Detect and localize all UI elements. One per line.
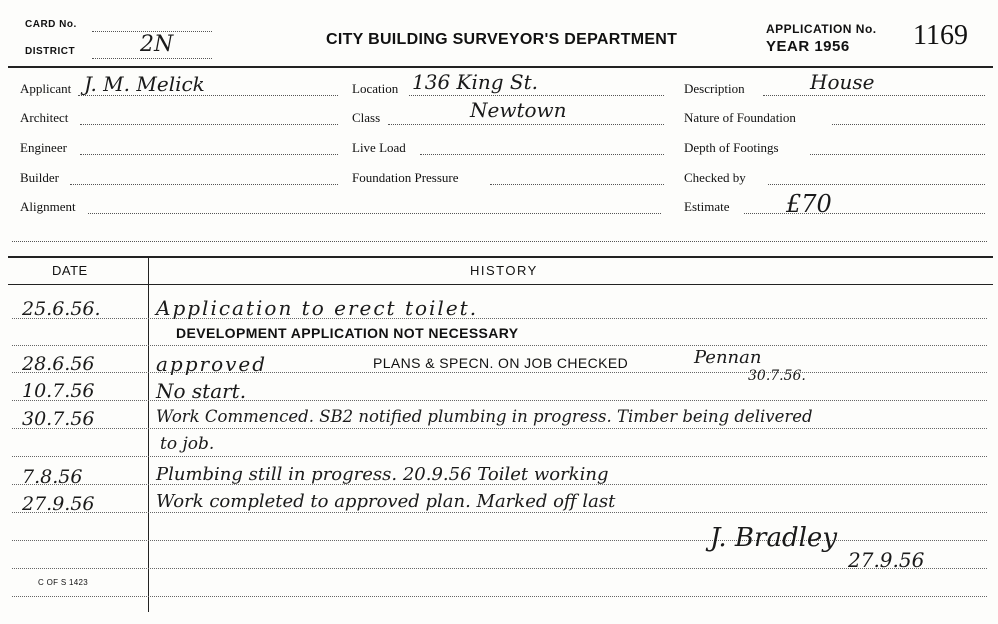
live-load-label: Live Load: [352, 140, 406, 155]
architect-label: Architect: [20, 110, 69, 125]
header-rule: [8, 66, 993, 68]
estimate-line: [744, 213, 985, 214]
history-header: HISTORY: [470, 263, 538, 278]
applicant-value: J. M. Melick: [84, 72, 205, 96]
application-no: 1169: [913, 20, 968, 51]
checked-by-line: [768, 184, 985, 185]
history-entry: No start.: [156, 379, 247, 403]
checker-signature: Pennan: [694, 347, 762, 368]
inspector-signature: J. Bradley: [710, 523, 838, 553]
location-value: 136 King St.: [412, 70, 539, 94]
engineer-line: [80, 154, 338, 155]
history-date: 25.6.56.: [22, 298, 101, 320]
department-title: CITY BUILDING SURVEYOR'S DEPARTMENT: [326, 31, 678, 48]
builder-line: [70, 184, 338, 185]
live-load-line: [420, 154, 664, 155]
history-header-rule: [8, 284, 993, 285]
year-label: YEAR 1956: [766, 38, 850, 55]
location-line: [409, 95, 664, 96]
history-date: 10.7.56: [22, 380, 95, 402]
district-label: DISTRICT: [25, 46, 76, 57]
location-label: Location: [352, 81, 399, 96]
history-entry: Work Commenced. SB2 notified plumbing in progress. Timber being delivered: [156, 407, 813, 426]
history-entry: approved: [156, 352, 268, 376]
applicant-label: Applicant: [20, 81, 72, 96]
history-entry-continued: to job.: [160, 434, 215, 454]
row-line: [12, 540, 987, 541]
foundation-pressure-line: [490, 184, 664, 185]
district-value: 2N: [140, 32, 174, 57]
history-stamp-development: DEVELOPMENT APPLICATION NOT NECESSARY: [176, 325, 519, 341]
engineer-label: Engineer: [20, 140, 67, 155]
class-label: Class: [352, 110, 381, 125]
depth-footings-label: Depth of Footings: [684, 140, 779, 155]
history-date: 27.9.56: [22, 493, 95, 515]
card-no-label: CARD No.: [25, 19, 77, 30]
description-line: [763, 95, 985, 96]
description-label: Description: [684, 81, 745, 96]
application-no-label: APPLICATION No.: [766, 22, 877, 36]
class-line: [388, 124, 664, 125]
foundation-pressure-label: Foundation Pressure: [352, 170, 459, 185]
history-entry: Application to erect toilet.: [156, 296, 479, 320]
history-date: 28.6.56: [22, 353, 95, 375]
history-entry: Plumbing still in progress. 20.9.56 Toilet working: [156, 464, 609, 485]
row-line: [12, 456, 987, 457]
history-entry: Work completed to approved plan. Marked off last: [156, 491, 616, 512]
nature-foundation-label: Nature of Foundation: [684, 110, 796, 125]
date-header: DATE: [52, 263, 88, 278]
estimate-label: Estimate: [684, 199, 730, 214]
estimate-value: £70: [786, 190, 832, 218]
row-line: [12, 428, 987, 429]
form-code: C OF S 1423: [38, 578, 88, 587]
depth-footings-line: [810, 154, 985, 155]
alignment-label: Alignment: [20, 199, 76, 214]
builder-label: Builder: [20, 170, 59, 185]
district-line: [92, 58, 212, 59]
row-line: [12, 596, 987, 597]
inspector-signature-date: 27.9.56: [848, 548, 925, 572]
history-date: 7.8.56: [22, 466, 83, 488]
blank-field-line: [12, 241, 987, 242]
checker-signature-date: 30.7.56.: [748, 368, 806, 384]
nature-foundation-line: [832, 124, 985, 125]
row-line: [12, 345, 987, 346]
history-stamp-checked: PLANS & SPECN. ON JOB CHECKED: [373, 355, 629, 371]
date-column-divider: [148, 256, 149, 612]
alignment-line: [88, 213, 661, 214]
history-date: 30.7.56: [22, 408, 95, 430]
row-line: [12, 568, 987, 569]
architect-line: [80, 124, 338, 125]
checked-by-label: Checked by: [684, 170, 746, 185]
description-value: House: [810, 70, 875, 94]
history-top-rule: [8, 256, 993, 258]
class-value: Newtown: [470, 98, 567, 122]
row-line: [12, 512, 987, 513]
